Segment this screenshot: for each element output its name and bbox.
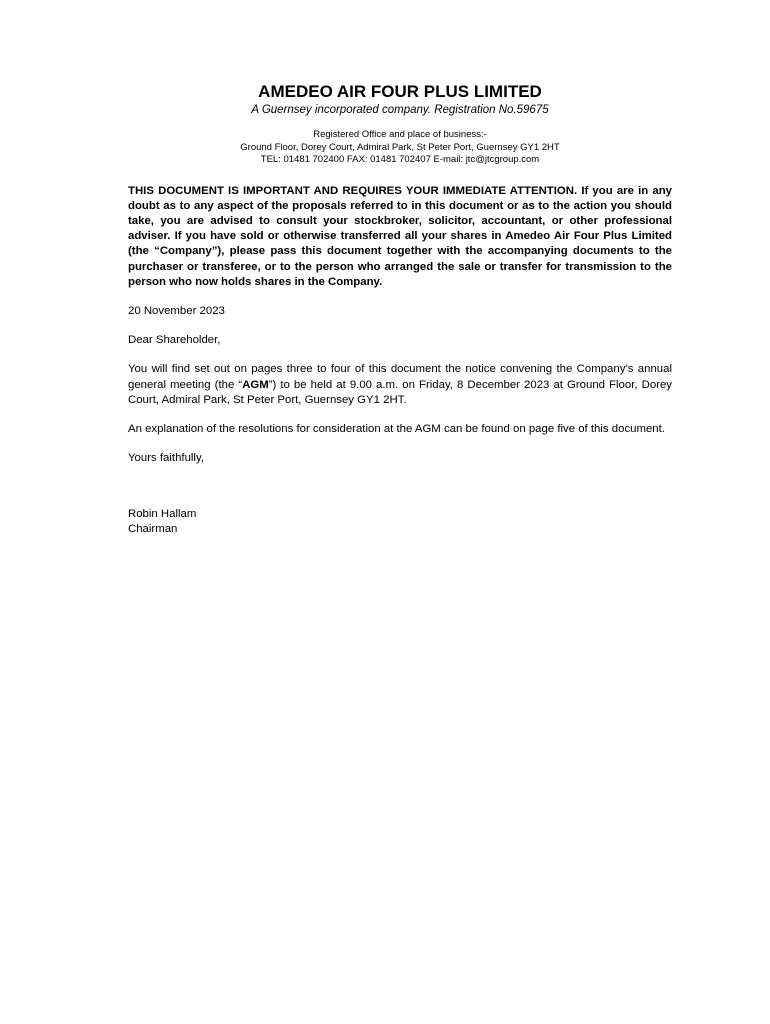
signatory-name: Robin Hallam (128, 508, 197, 521)
agm-text-before: You will find set out on pages three to four of this document the notice convening the Company’s annual general meeting (the “ (128, 363, 672, 391)
company-name: AMEDEO AIR FOUR PLUS LIMITED (258, 82, 542, 101)
agm-paragraph (128, 362, 672, 408)
registered-office (98, 129, 702, 167)
important-notice: THIS DOCUMENT IS IMPORTANT AND REQUIRES YOUR IMMEDIATE ATTENTION. If you are in any doubt as to any aspect of the proposals referred to in this document or as to the action you should take, you are advised to consult your stockbroker, solicitor, accountant, or other professional adviser. If you have sold or otherwise transferred all your shares in Amedeo Air Four Plus Limited (the “Company”), please pass this document together with the accompanying documents to the purchaser or transferee, or to the person who arranged the sale or transfer for transmission to the person who now holds shares in the Company. (128, 184, 672, 288)
office-label: Registered Office and place of business:- (313, 129, 487, 140)
salutation: Dear Shareholder, (128, 334, 221, 347)
agm-text-after: ”) to be held at 9.00 a.m. on Friday, 8 December 2023 at Ground Floor, Dorey Court, Admiral Park, St Peter Port, Guernsey GY1 2HT. (128, 378, 672, 406)
office-address: Ground Floor, Dorey Court, Admiral Park, St Peter Port, Guernsey GY1 2HT (240, 141, 560, 153)
letterhead (98, 0, 702, 167)
signature-block (128, 507, 672, 536)
closing: Yours faithfully, (128, 452, 204, 465)
signatory-title: Chairman (128, 522, 178, 535)
resolutions-paragraph: An explanation of the resolutions for consideration at the AGM can be found on page five of this document. (128, 422, 665, 435)
agm-abbreviation: AGM (242, 378, 269, 391)
letter-date: 20 November 2023 (128, 304, 225, 317)
company-registration: A Guernsey incorporated company. Registration No.59675 (251, 104, 549, 116)
office-contact: TEL: 01481 702400 FAX: 01481 702407 E-mail: jtc@jtcgroup.com (260, 154, 540, 165)
